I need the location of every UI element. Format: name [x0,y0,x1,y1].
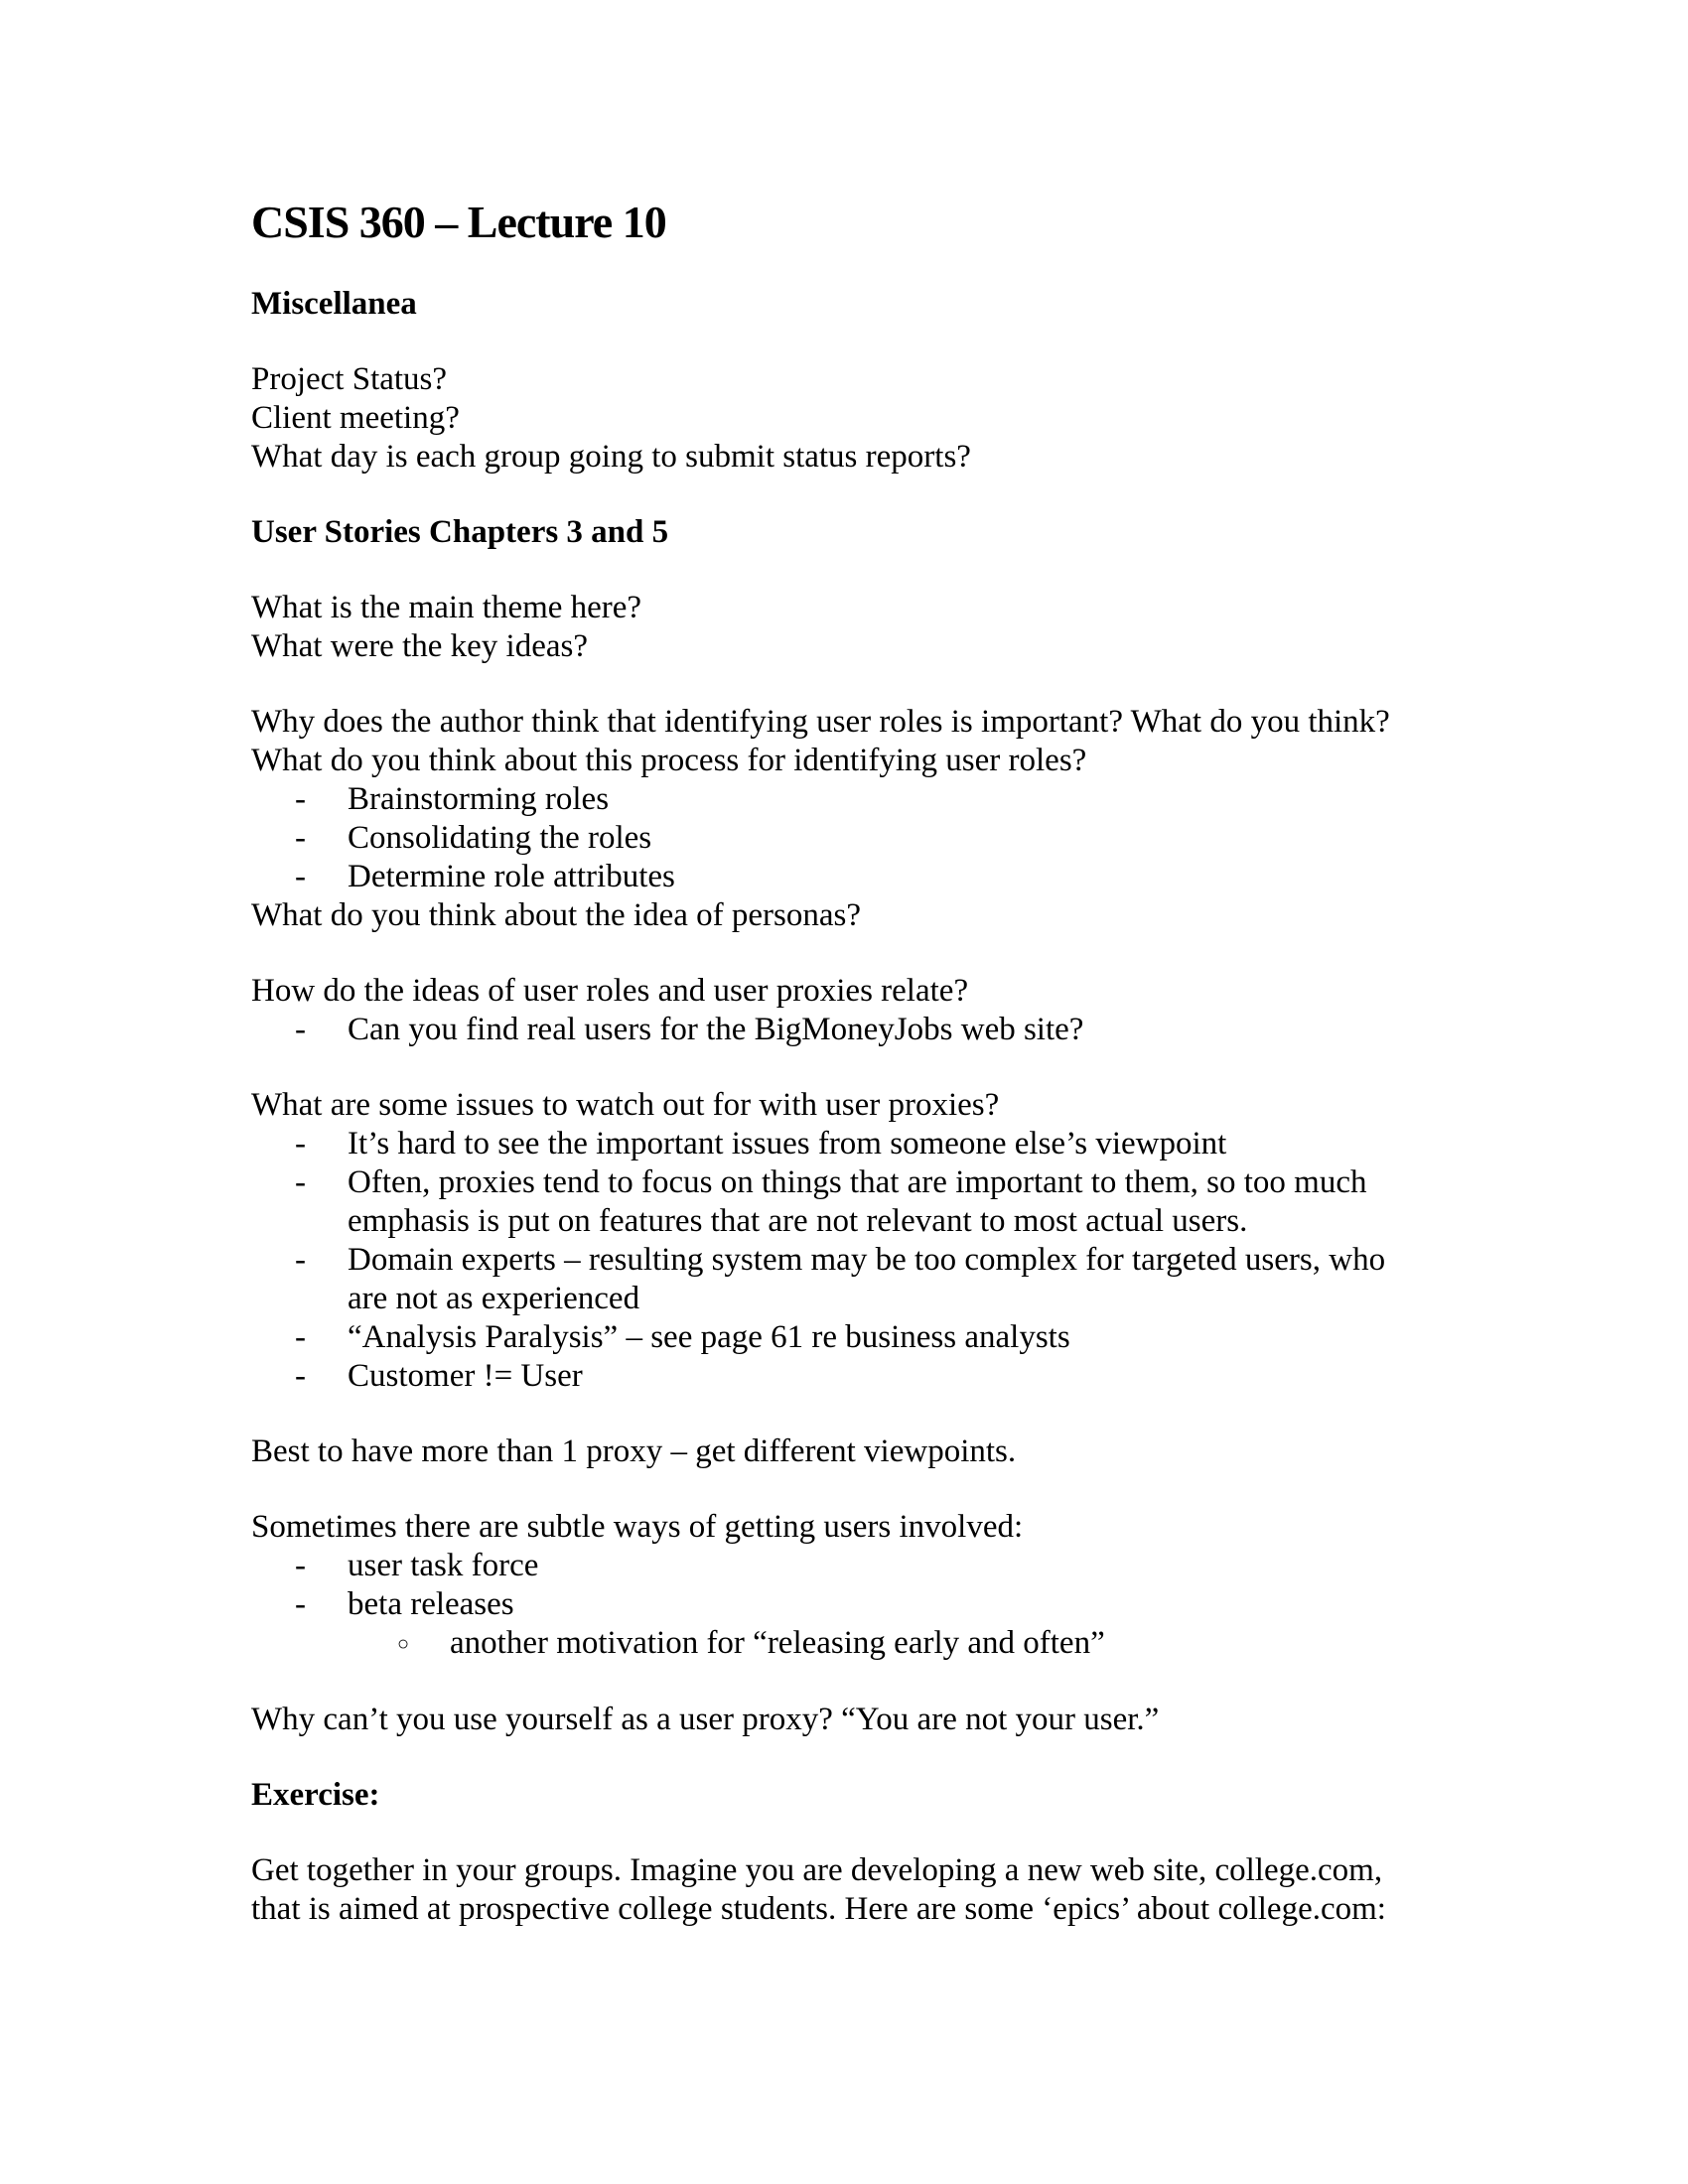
section-heading: Miscellanea [251,286,417,322]
blank-line [251,1396,1482,1433]
bullet-item [251,1585,1482,1624]
text-line: Best to have more than 1 proxy – get different viewpoints. [251,1433,1017,1469]
bullet-text: Consolidating the roles [348,820,652,856]
bullet-text: Can you find real users for the BigMoneyJobs web site? [348,1012,1084,1047]
dash-bullet-marker: - [295,1586,306,1622]
text-line: that is aimed at prospective college students. Here are some ‘epics’ about college.com: [251,1891,1386,1927]
blank-line [251,1049,1482,1086]
circle-bullet-marker: ○ [397,1633,410,1655]
blank-line [251,666,1482,703]
dash-bullet-marker: - [295,1319,306,1355]
blank-line [251,248,1482,285]
text-line: Why can’t you use yourself as a user proxy? “You are not your user.” [251,1702,1160,1737]
bullet-item [251,1547,1482,1585]
dash-bullet-marker: - [295,1012,306,1047]
text-line: What are some issues to watch out for with user proxies? [251,1087,1000,1123]
text-line: Client meeting? [251,400,460,436]
blank-line [251,1739,1482,1776]
text-line: How do the ideas of user roles and user proxies relate? [251,973,969,1009]
text-line: Why does the author think that identifying user roles is important? What do you think? [251,704,1390,740]
bullet-item [251,780,1482,819]
bullet-text: Domain experts – resulting system may be too complex for targeted users, who [348,1242,1386,1278]
bullet-item [251,1357,1482,1396]
text-line: Get together in your groups. Imagine you are developing a new web site, college.com, [251,1852,1383,1888]
bullet-text: beta releases [348,1586,514,1622]
bullet-text: “Analysis Paralysis” – see page 61 re business analysts [348,1319,1070,1355]
text-line: What were the key ideas? [251,628,588,664]
text-line: What day is each group going to submit status reports? [251,439,971,475]
document-title: CSIS 360 – Lecture 10 [251,197,666,247]
bullet-item [251,1318,1482,1357]
bullet-item [251,1163,1482,1202]
bullet-text: It’s hard to see the important issues from someone else’s viewpoint [348,1126,1227,1161]
bullet-item-continuation: are not as experienced [348,1281,640,1316]
blank-line [251,552,1482,589]
dash-bullet-marker: - [295,1242,306,1278]
bullet-text: Brainstorming roles [348,781,610,817]
dash-bullet-marker: - [295,859,306,894]
blank-line [251,1471,1482,1508]
dash-bullet-marker: - [295,1358,306,1394]
bullet-item [251,858,1482,896]
blank-line [251,324,1482,360]
dash-bullet-marker: - [295,781,306,817]
bullet-item-continuation: emphasis is put on features that are not relevant to most actual users. [348,1203,1248,1239]
text-line: What do you think about the idea of personas? [251,897,861,933]
bullet-item [251,1125,1482,1163]
text-line: What is the main theme here? [251,590,642,625]
bullet-text: another motivation for “releasing early and often” [450,1625,1105,1661]
section-heading: User Stories Chapters 3 and 5 [251,514,669,550]
document-content [251,197,1482,1929]
sub-bullet-item [251,1624,1482,1664]
dash-bullet-marker: - [295,1548,306,1583]
section-heading: Exercise: [251,1777,380,1813]
bullet-text: Often, proxies tend to focus on things that are important to them, so too much [348,1164,1367,1200]
blank-line [251,1815,1482,1851]
blank-line [251,1664,1482,1701]
bullet-item [251,1011,1482,1049]
bullet-text: Customer != User [348,1358,583,1394]
blank-line [251,935,1482,972]
bullet-text: user task force [348,1548,539,1583]
dash-bullet-marker: - [295,820,306,856]
dash-bullet-marker: - [295,1164,306,1200]
text-line: Project Status? [251,361,448,397]
text-line: Sometimes there are subtle ways of getting users involved: [251,1509,1024,1545]
blank-line [251,477,1482,513]
bullet-text: Determine role attributes [348,859,675,894]
dash-bullet-marker: - [295,1126,306,1161]
bullet-item [251,1241,1482,1280]
text-line: What do you think about this process for identifying user roles? [251,743,1087,778]
bullet-item [251,819,1482,858]
